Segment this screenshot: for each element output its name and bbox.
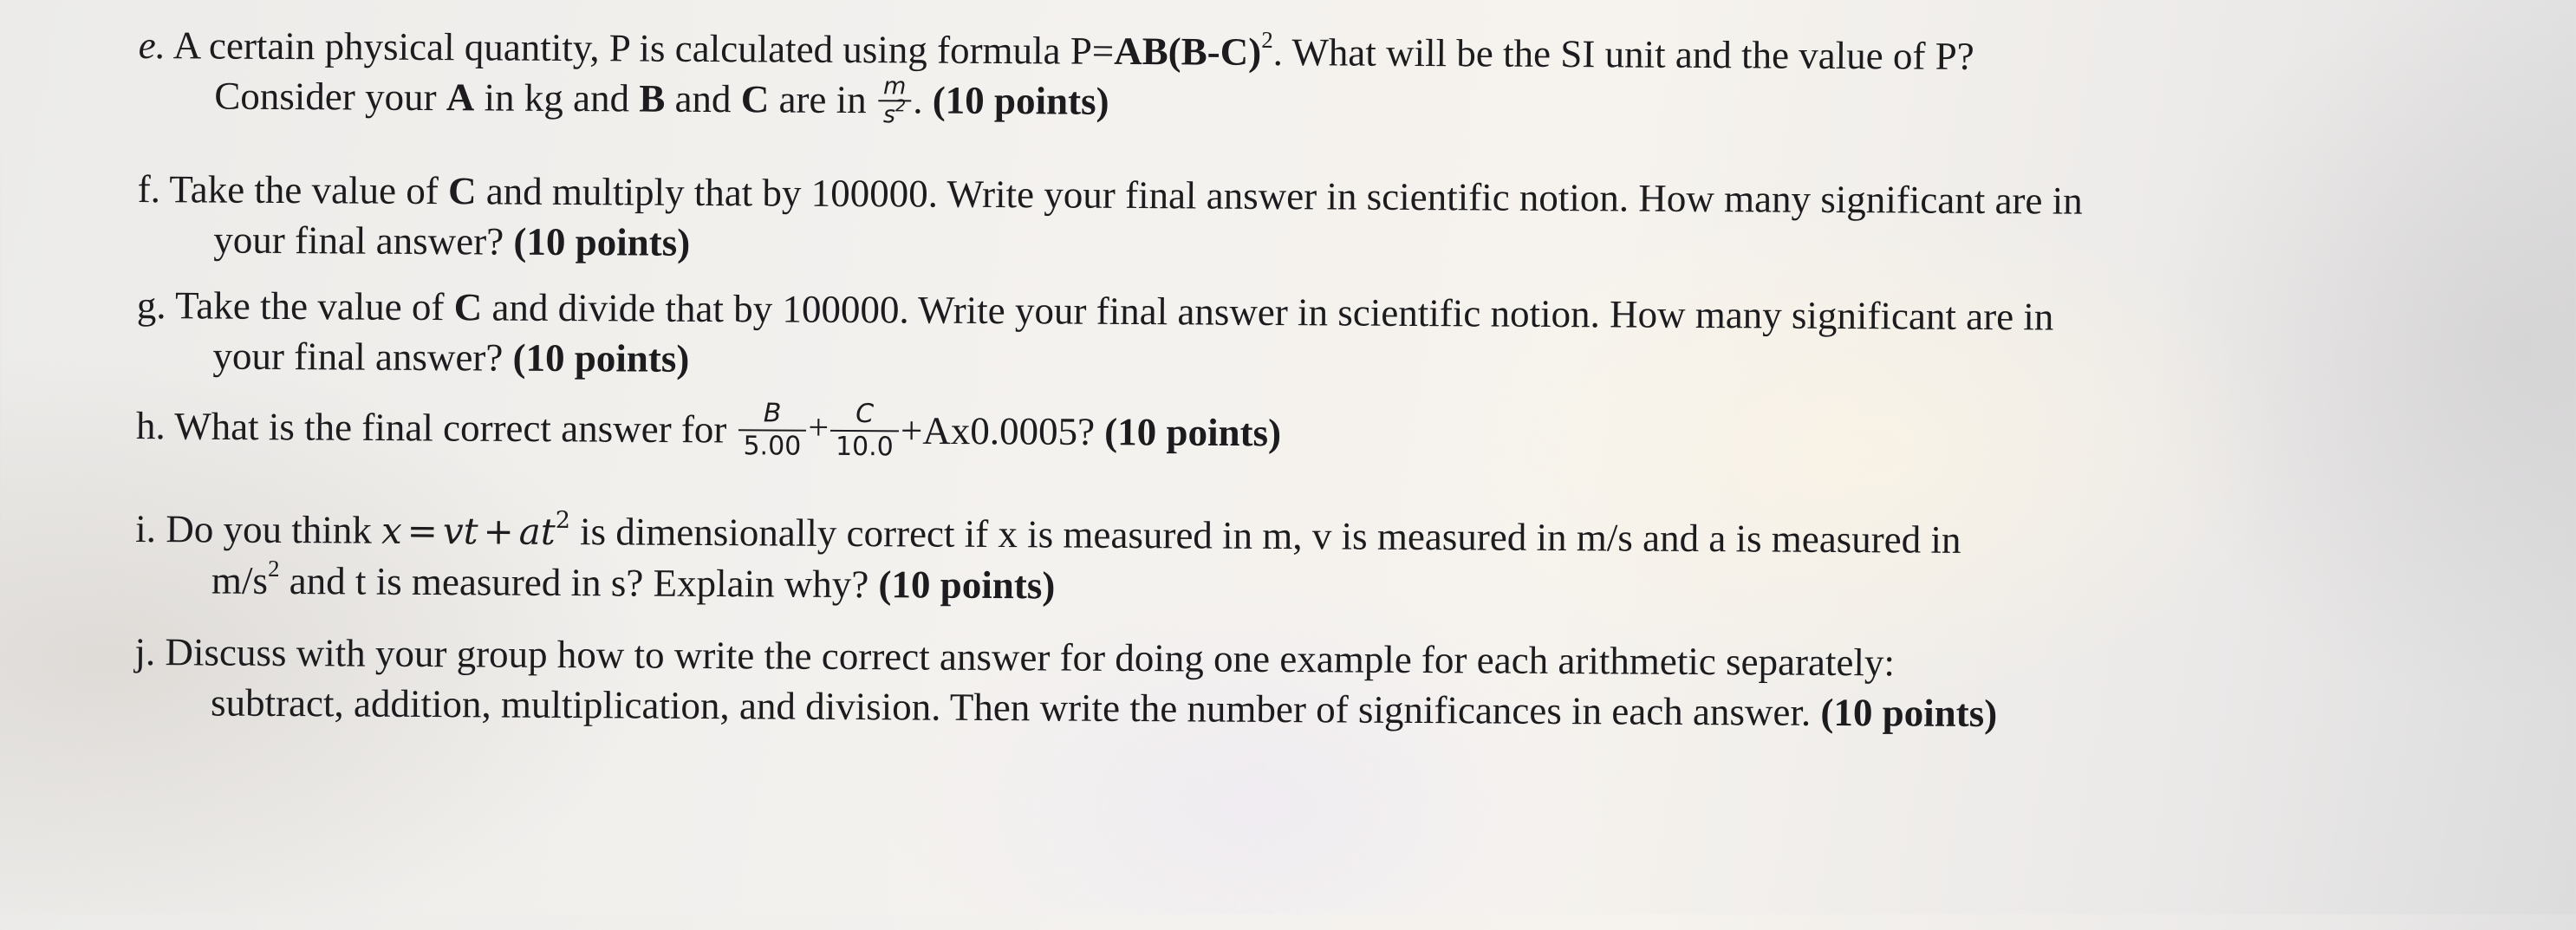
question-j-marker: j. (134, 629, 156, 674)
variable-c: C (447, 169, 477, 213)
question-i-text-4: and t is measured in s? Explain why? (279, 558, 879, 607)
equation-vt: vt (442, 510, 478, 553)
unit-fraction-numerator: m (878, 73, 912, 101)
question-h-line-1 (136, 398, 2528, 477)
question-j-text-2: subtract, addition, multiplication, and division. Then write the number of significances in each answer. (210, 680, 1821, 734)
formula-ab-b-c: AB(B-C) (1114, 29, 1262, 74)
fraction-b-numerator: B (738, 398, 807, 431)
unit-fraction-exponent: 2 (895, 95, 907, 116)
question-j (134, 627, 2527, 742)
points-label: (10 points) (513, 219, 691, 264)
question-i-text: Do you think (166, 507, 382, 552)
variable-c: C (453, 285, 483, 329)
plus-sign: + (808, 408, 829, 449)
equation-at: at (518, 510, 556, 553)
question-h-marker: h. (135, 404, 166, 448)
question-e-text-4: and (665, 76, 741, 121)
points-label: (10 points) (1820, 690, 1998, 736)
question-e-text: A certain physical quantity, P is calculated using formula P= (172, 23, 1115, 73)
equation-equals: = (407, 509, 439, 553)
points-label: (10 points) (1104, 410, 1282, 455)
variable-a: A (446, 75, 475, 120)
question-g (136, 280, 2529, 395)
points-label: (10 points) (932, 78, 1109, 123)
question-e-text-end: . What will be the SI unit and the value of P? (1272, 29, 1974, 78)
question-g-text: Take the value of (174, 283, 454, 329)
fraction-b-over-5 (738, 398, 806, 462)
points-label: (10 points) (512, 335, 690, 380)
variable-c: C (740, 77, 770, 121)
unit-fraction-m-s2 (878, 73, 912, 128)
unit-fraction-denominator: s (882, 101, 896, 128)
fraction-b-denominator: 5.00 (743, 431, 802, 462)
unit-exponent: 2 (267, 555, 280, 582)
question-g-marker: g. (136, 283, 166, 328)
fraction-c-denominator: 10.0 (835, 431, 894, 463)
question-e-marker: e. (138, 23, 166, 68)
question-i (135, 504, 2528, 620)
question-h-text: What is the final correct answer for (174, 404, 737, 452)
question-e-text-6: . (913, 78, 933, 122)
fraction-c-numerator: C (830, 399, 899, 432)
variable-b: B (639, 76, 666, 120)
question-h (136, 398, 2528, 477)
question-f-marker: f. (137, 166, 161, 211)
equation-plus: + (483, 510, 514, 553)
question-e-text-3: in kg and (474, 75, 640, 120)
fraction-c-over-10 (830, 399, 899, 463)
kinematic-equation (381, 506, 571, 553)
question-e-text-5: are in (769, 77, 877, 122)
question-f-text-3: your final answer? (213, 218, 514, 263)
equation-exponent: 2 (555, 506, 571, 535)
question-i-marker: i. (135, 506, 157, 551)
question-h-text-2: +Ax0.0005? (900, 408, 1105, 454)
question-e-text-2: Consider your (214, 74, 446, 120)
question-i-text-3: m/s (211, 558, 269, 602)
question-g-text-2: and divide that by 100000. Write your final answer in scientific notion. How many significant are in (482, 285, 2054, 339)
question-f (137, 164, 2530, 279)
question-f-text: Take the value of (169, 167, 449, 213)
question-j-text: Discuss with your group how to write the correct answer for doing one example for each arithmetic separately: (165, 630, 1896, 685)
formula-exponent: 2 (1261, 26, 1273, 53)
question-g-text-3: your final answer? (212, 334, 513, 380)
points-label: (10 points) (878, 563, 1056, 608)
question-i-text-2: is dimensionally correct if x is measured in m, v is measured in m/s and a is measured in (569, 510, 1961, 562)
equation-x: x (381, 509, 402, 552)
question-e (138, 20, 2531, 142)
question-f-text-2: and multiply that by 100000. Write your final answer in scientific notion. How many significant are in (476, 169, 2083, 223)
